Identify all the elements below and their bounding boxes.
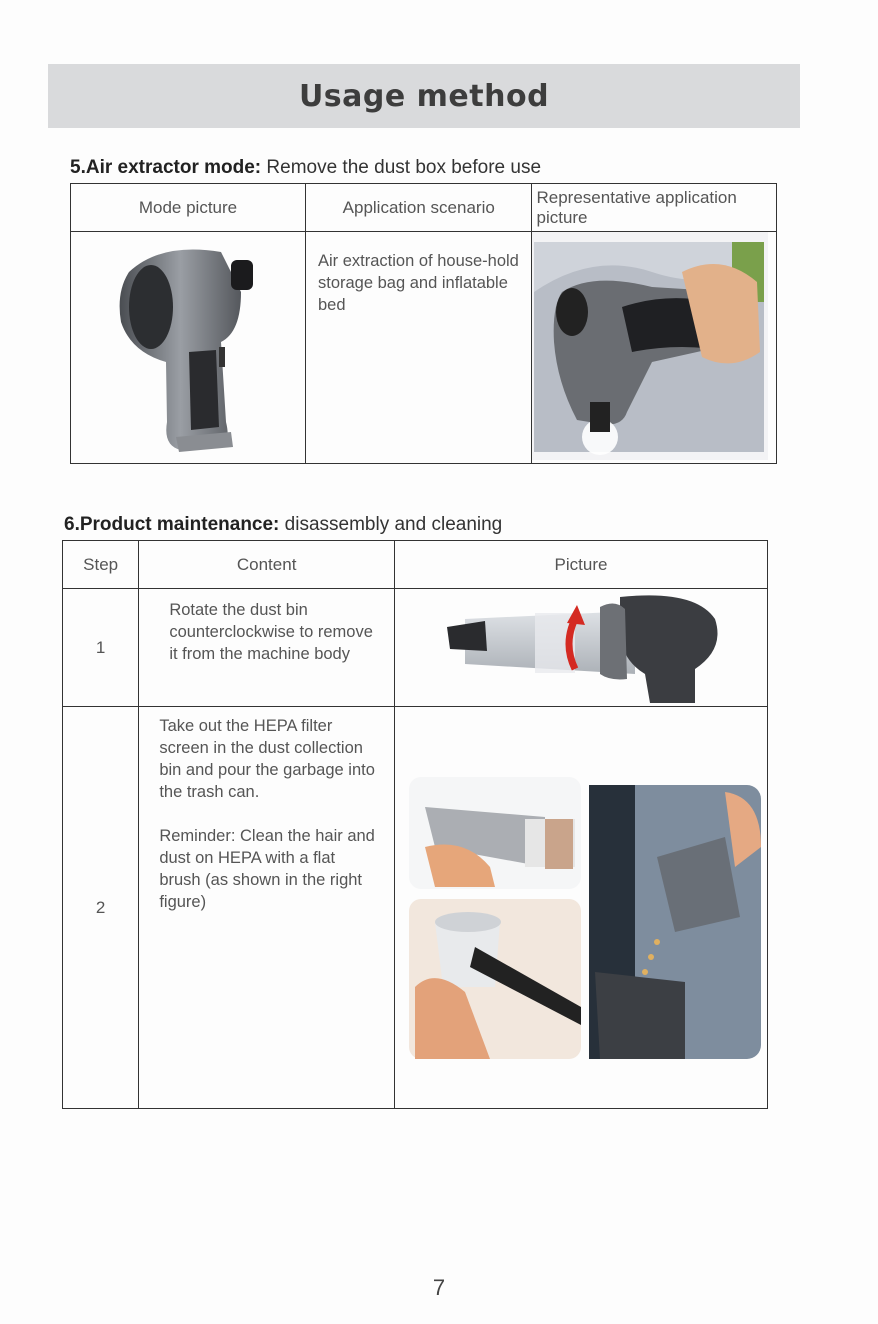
content-cell — [139, 589, 395, 707]
header-picture: Picture — [394, 541, 767, 589]
header-content: Content — [139, 541, 395, 589]
header-step: Step — [63, 541, 139, 589]
content-cell — [139, 707, 395, 1109]
section-6-heading: 6.Product maintenance: — [64, 514, 280, 535]
dust-bin-removal-image — [395, 589, 767, 703]
step-number: 2 — [63, 707, 139, 1109]
scenario-cell — [306, 232, 532, 464]
step-1-content: Rotate the dust bin counterclockwise to remove it from the machine body — [169, 601, 373, 663]
mode-picture-cell — [71, 232, 306, 464]
section-5-heading: 5.Air extractor mode: — [70, 157, 262, 178]
section-5-subtitle: Remove the dust box before use — [266, 157, 542, 178]
header-representative-picture: Representative application picture — [532, 184, 777, 232]
header-mode-picture: Mode picture — [71, 184, 306, 232]
step-2-picture-cell — [394, 707, 767, 1109]
step-1-picture-cell — [394, 589, 767, 707]
section-6-subtitle: disassembly and cleaning — [284, 514, 503, 535]
page-number: 7 — [432, 1275, 446, 1300]
section-banner — [48, 64, 800, 128]
page-title: Usage method — [298, 78, 550, 114]
step-2-content: Take out the HEPA filter screen in the dust collection bin and pour the garbage into the trash can. — [159, 717, 375, 801]
section-5-title — [70, 157, 541, 179]
scenario-text: Air extraction of house-hold storage bag and inflatable bed — [318, 252, 519, 314]
air-extractor-device-image — [71, 232, 305, 460]
filter-cleaning-images — [395, 707, 767, 1105]
maintenance-table — [62, 540, 768, 1109]
representative-application-image — [532, 232, 768, 460]
section-6-title — [64, 514, 502, 536]
air-extractor-table — [70, 183, 777, 464]
table-row — [63, 707, 768, 1109]
representative-picture-cell — [532, 232, 777, 464]
step-number: 1 — [63, 589, 139, 707]
header-application-scenario: Application scenario — [306, 184, 532, 232]
step-2-reminder: Reminder: Clean the hair and dust on HEPA with a flat brush (as shown in the right figure) — [159, 827, 375, 911]
table-row — [63, 589, 768, 707]
